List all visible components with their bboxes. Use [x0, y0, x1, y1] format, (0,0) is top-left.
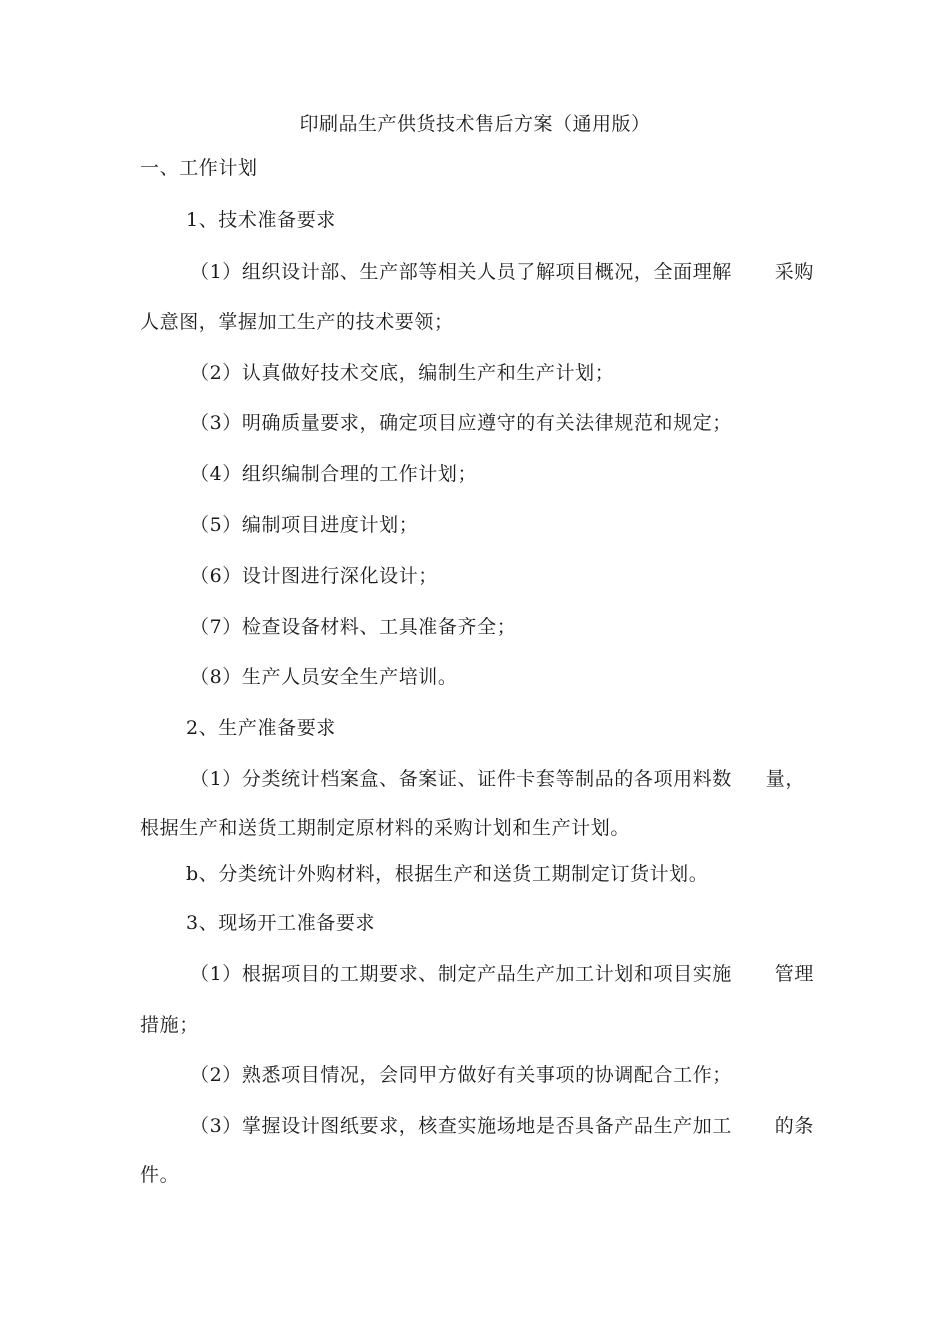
paragraph-3-1-continuation: 措施； — [140, 1014, 199, 1036]
subsection-heading-site-prep: 3、现场开工准备要求 — [186, 912, 376, 934]
section-heading-work-plan: 一、工作计划 — [140, 157, 258, 179]
paragraph-2-b: b、分类统计外购材料，根据生产和送货工期制定订货计划。 — [186, 863, 709, 885]
subsection-heading-technical-prep: 1、技术准备要求 — [186, 209, 336, 231]
paragraph-1-8: （8）生产人员安全生产培训。 — [190, 666, 458, 688]
paragraph-1-3: （3）明确质量要求，确定项目应遵守的有关法律规范和规定； — [190, 412, 732, 434]
paragraph-2-1-tail: 量， — [765, 768, 805, 790]
paragraph-3-3-tail: 的条 — [774, 1115, 814, 1137]
paragraph-2-1-text: （1）分类统计档案盒、备案证、证件卡套等制品的各项用料数 — [190, 768, 732, 790]
paragraph-1-1-tail: 采购 — [774, 261, 814, 283]
paragraph-1-1-text: （1）组织设计部、生产部等相关人员了解项目概况，全面理解 — [190, 261, 732, 283]
paragraph-3-2: （2）熟悉项目情况，会同甲方做好有关事项的协调配合工作； — [190, 1064, 732, 1086]
paragraph-3-3-text: （3）掌握设计图纸要求，核查实施场地是否具备产品生产加工 — [190, 1115, 732, 1137]
paragraph-3-1-tail: 管理 — [774, 963, 814, 985]
paragraph-1-2: （2）认真做好技术交底，编制生产和生产计划； — [190, 362, 615, 384]
paragraph-1-1-continuation: 人意图，掌握加工生产的技术要领； — [140, 311, 454, 333]
paragraph-1-7: （7）检查设备材料、工具准备齐全； — [190, 616, 517, 638]
paragraph-2-1 — [190, 766, 805, 792]
paragraph-1-5: （5）编制项目进度计划； — [190, 514, 419, 536]
paragraph-3-3 — [190, 1113, 814, 1139]
paragraph-3-1 — [190, 961, 814, 987]
paragraph-1-4: （4）组织编制合理的工作计划； — [190, 463, 478, 485]
paragraph-3-3-continuation: 件。 — [140, 1164, 180, 1186]
paragraph-1-1 — [190, 259, 814, 285]
subsection-heading-production-prep: 2、生产准备要求 — [186, 717, 336, 739]
paragraph-1-6: （6）设计图进行深化设计； — [190, 565, 438, 587]
paragraph-2-1-continuation: 根据生产和送货工期制定原材料的采购计划和生产计划。 — [140, 817, 631, 839]
paragraph-3-1-text: （1）根据项目的工期要求、制定产品生产加工计划和项目实施 — [190, 963, 732, 985]
document-title: 印刷品生产供货技术售后方案（通用版） — [299, 113, 651, 135]
